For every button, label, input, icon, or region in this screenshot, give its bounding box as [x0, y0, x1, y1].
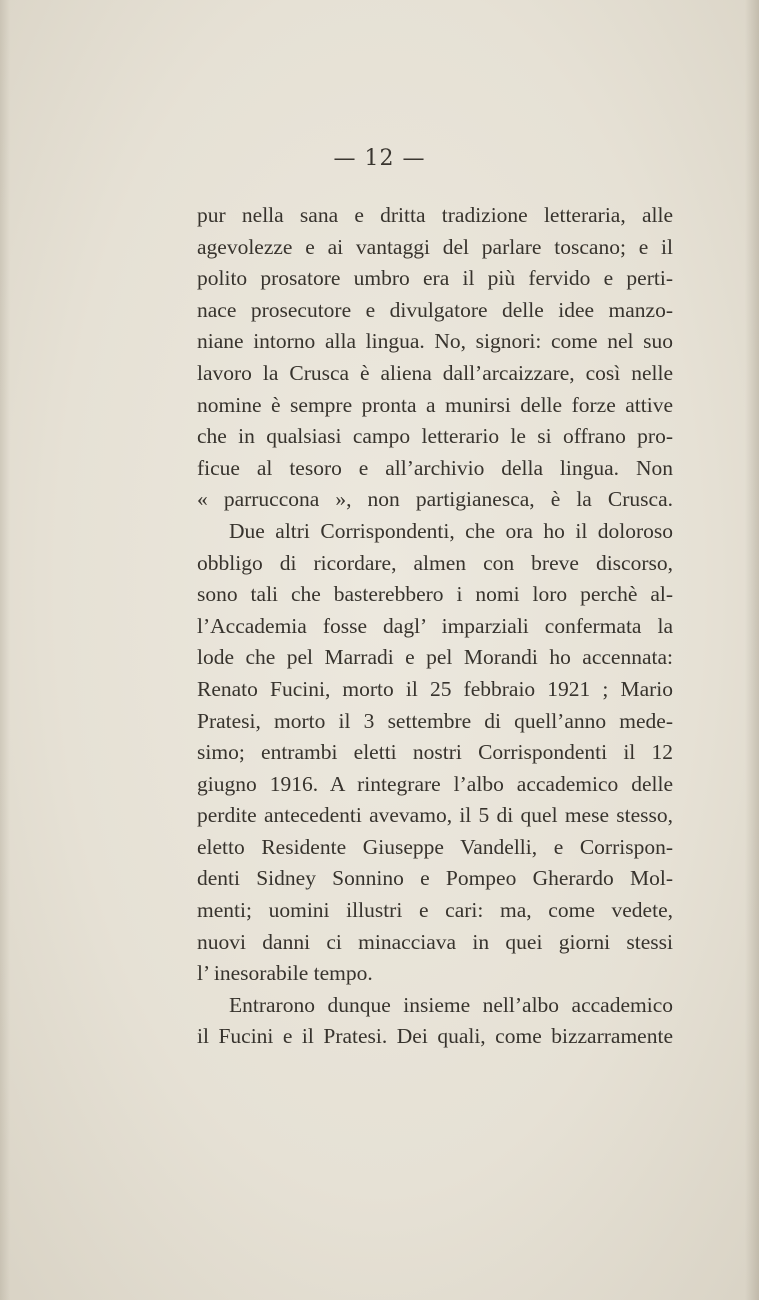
text-line: ficue al tesoro e all’archivio della lingua. Non	[197, 455, 673, 480]
text-line: Due altri Corrispondenti, che ora ho il doloroso	[229, 518, 673, 543]
text-line: Entrarono dunque insieme nell’albo accademico	[229, 992, 673, 1017]
text-line: eletto Residente Giuseppe Vandelli, e Corrispon-	[197, 834, 673, 859]
text-line: lode che pel Marradi e pel Morandi ho accennata:	[197, 645, 673, 670]
text-line: agevolezze e ai vantaggi del parlare toscano; e il	[197, 234, 673, 259]
text-line: che in qualsiasi campo letterario le si offrano pro-	[197, 424, 673, 449]
text-line: denti Sidney Sonnino e Pompeo Gherardo Mol-	[197, 866, 673, 891]
body-text	[197, 200, 673, 1053]
text-line: l’ inesorabile tempo.	[197, 961, 373, 986]
paragraph-2	[197, 516, 673, 990]
text-line: pur nella sana e dritta tradizione letteraria, alle	[197, 203, 673, 227]
text-line: lavoro la Crusca è aliena dall’arcaizzare, così nelle	[197, 360, 673, 385]
text-line: sono tali che basterebbero i nomi loro perchè al-	[197, 582, 673, 607]
text-line: perdite antecedenti avevamo, il 5 di quel mese stesso,	[197, 803, 673, 828]
text-line: polito prosatore umbro era il più fervido e perti-	[197, 266, 673, 291]
text-line: niane intorno alla lingua. No, signori: come nel suo	[197, 329, 673, 354]
text-line: nuovi danni ci minacciava in quei giorni stessi	[197, 929, 673, 954]
paragraph-1	[197, 200, 673, 516]
text-line: menti; uomini illustri e cari: ma, come vedete,	[197, 898, 673, 923]
text-line: nace prosecutore e divulgatore delle idee manzo-	[197, 297, 673, 322]
text-line: simo; entrambi eletti nostri Corrispondenti il 12	[197, 740, 673, 765]
text-line: l’Accademia fosse dagl’ imparziali confermata la	[197, 613, 673, 638]
page-number: — 12 —	[333, 146, 426, 171]
text-line: « parruccona », non partigianesca, è la Crusca.	[197, 487, 673, 512]
text-line: Pratesi, morto il 3 settembre di quell’anno mede-	[197, 708, 673, 733]
paragraph-3	[197, 990, 673, 1053]
page-edge-right	[745, 0, 759, 1300]
text-line: il Fucini e il Pratesi. Dei quali, come bizzarramente	[197, 1024, 673, 1049]
text-line: giugno 1916. A rintegrare l’albo accademico delle	[197, 771, 673, 796]
text-line: obbligo di ricordare, almen con breve discorso,	[197, 550, 673, 575]
page-edge-left	[0, 0, 10, 1300]
text-line: nomine è sempre pronta a munirsi delle forze attive	[197, 392, 673, 417]
text-line: Renato Fucini, morto il 25 febbraio 1921 ; Mario	[197, 676, 673, 701]
